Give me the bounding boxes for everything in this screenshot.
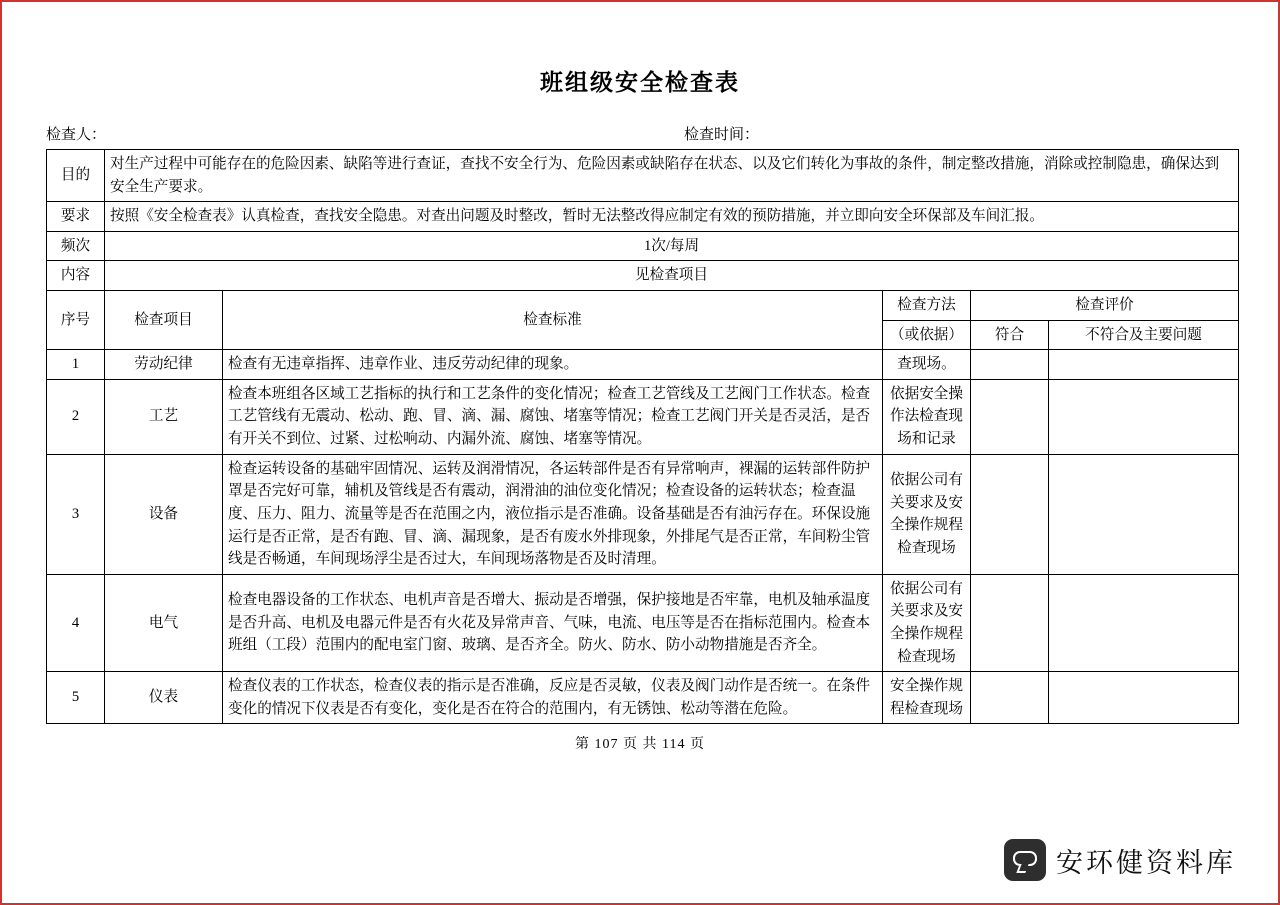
info-text-frequency: 1次/每周 [105,231,1239,261]
info-text-purpose: 对生产过程中可能存在的危险因素、缺陷等进行查证，查找不安全行为、危险因素或缺陷存在状态、以及它们转化为事故的条件，制定整改措施，消除或控制隐患，确保达到安全生产要求。 [105,150,1239,202]
page-title: 班组级安全检查表 [540,70,740,95]
info-text-requirement: 按照《安全检查表》认真检查，查找安全隐患。对查出问题及时整改，暂时无法整改得应制定有效的预防措施，并立即向安全环保部及车间汇报。 [105,202,1239,232]
row-standard: 检查运转设备的基础牢固情况、运转及润滑情况，各运转部件是否有异常响声，裸漏的运转部件防护罩是否完好可靠，辅机及管线是否有震动，润滑油的油位变化情况；检查设备的运转状态；检查温度、压力、阻力、流量等是否在范围之内，液位指示是否准确。设备基础是否有油污存在。环保设施运行是否正常，是否有跑、冒、滴、漏现象，是否有废水外排现象，外排尾气是否正常，车间粉尘管线是否畅通，车间现场浮尘是否过大，车间现场落物是否及时清理。 [223,454,883,574]
header-standard: 检查标准 [223,291,883,350]
row-method: 安全操作规程检查现场 [883,672,971,724]
row-item: 设备 [105,454,223,574]
row-ok-cell[interactable] [971,574,1049,671]
page-footer: 第 107 页 共 114 页 [575,737,705,753]
meta-row [46,123,1234,143]
wechat-icon [1004,839,1046,881]
header-method-line1: 检查方法 [883,291,971,321]
row-seq: 3 [47,454,105,574]
row-item: 仪表 [105,672,223,724]
header-seq: 序号 [47,291,105,350]
info-row-frequency [47,231,1239,261]
row-ng-cell[interactable] [1049,454,1239,574]
header-method-line2: （或依据） [883,320,971,350]
row-item: 工艺 [105,379,223,454]
table-row [47,350,1239,380]
row-item: 劳动纪律 [105,350,223,380]
table-row [47,672,1239,724]
row-ok-cell[interactable] [971,379,1049,454]
checklist-table [46,149,1239,724]
header-ng: 不符合及主要问题 [1049,320,1239,350]
row-method: 依据公司有关要求及安全操作规程检查现场 [883,454,971,574]
row-standard: 检查电器设备的工作状态、电机声音是否增大、振动是否增强，保护接地是否牢靠，电机及轴承温度是否升高、电机及电器元件是否有火花及异常声音、气味，电流、电压等是否在指标范围内。检查本班组（工段）范围内的配电室门窗、玻璃、是否齐全。防火、防水、防小动物措施是否齐全。 [223,574,883,671]
row-ng-cell[interactable] [1049,379,1239,454]
info-row-purpose [47,150,1239,202]
row-item: 电气 [105,574,223,671]
row-standard: 检查仪表的工作状态，检查仪表的指示是否准确，反应是否灵敏，仪表及阀门动作是否统一。在条件变化的情况下仪表是否有变化，变化是否在符合的范围内，有无锈蚀、松动等潜在危险。 [223,672,883,724]
row-seq: 1 [47,350,105,380]
inspection-time-label: 检查时间： [684,127,760,143]
row-ng-cell[interactable] [1049,574,1239,671]
row-standard: 检查有无违章指挥、违章作业、违反劳动纪律的现象。 [223,350,883,380]
table-row [47,574,1239,671]
info-label-purpose: 目的 [47,150,105,202]
row-seq: 5 [47,672,105,724]
table-header-row-1 [47,291,1239,321]
row-seq: 4 [47,574,105,671]
info-label-content: 内容 [47,261,105,291]
row-ok-cell[interactable] [971,350,1049,380]
info-row-content [47,261,1239,291]
watermark [1004,839,1236,881]
table-row [47,454,1239,574]
info-label-frequency: 频次 [47,231,105,261]
row-ng-cell[interactable] [1049,672,1239,724]
row-method: 依据安全操作法检查现场和记录 [883,379,971,454]
inspector-label: 检查人： [46,127,107,143]
row-method: 查现场。 [883,350,971,380]
watermark-text: 安环健资料库 [1056,847,1236,878]
row-ok-cell[interactable] [971,672,1049,724]
info-label-requirement: 要求 [47,202,105,232]
row-method: 依据公司有关要求及安全操作规程检查现场 [883,574,971,671]
row-standard: 检查本班组各区域工艺指标的执行和工艺条件的变化情况；检查工艺管线及工艺阀门工作状态。检查工艺管线有无震动、松动、跑、冒、滴、漏、腐蚀、堵塞等情况；检查工艺阀门开关是否灵活，是否有开关不到位、过紧、过松响动、内漏外流、腐蚀、堵塞等情况。 [223,379,883,454]
table-row [47,379,1239,454]
row-ng-cell[interactable] [1049,350,1239,380]
info-row-requirement [47,202,1239,232]
row-ok-cell[interactable] [971,454,1049,574]
header-ok: 符合 [971,320,1049,350]
info-text-content: 见检查项目 [105,261,1239,291]
header-item: 检查项目 [105,291,223,350]
header-evaluation: 检查评价 [971,291,1239,321]
row-seq: 2 [47,379,105,454]
